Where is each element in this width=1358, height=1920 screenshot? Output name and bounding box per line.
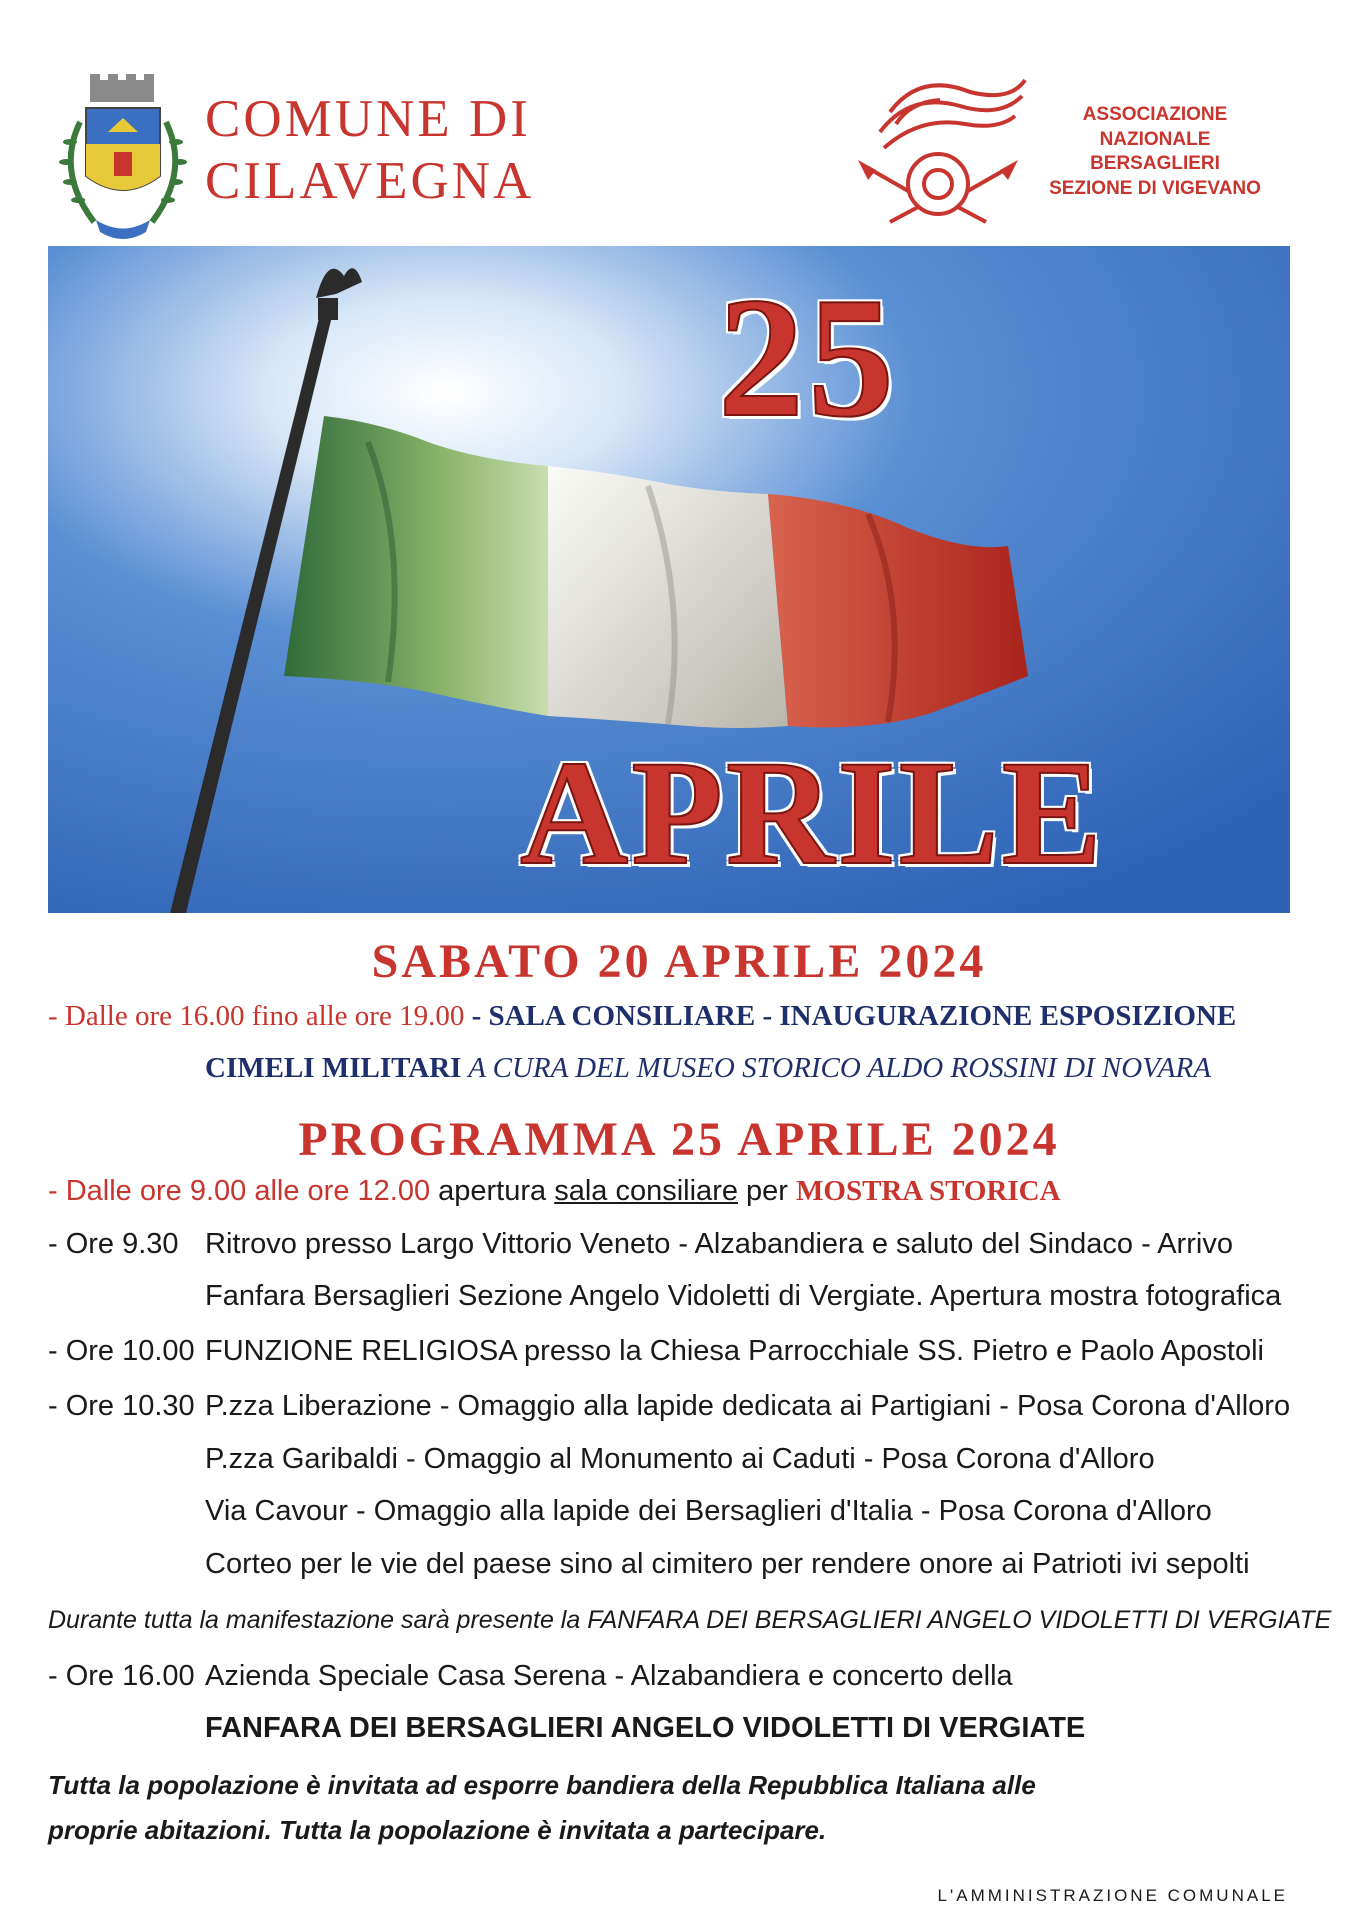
item-line: Fanfara Bersaglieri Sezione Angelo Vidoletti di Vergiate. Apertura mostra fotografica [205,1280,1282,1312]
saturday-line [48,1000,1236,1033]
saturday-heading: SABATO 20 APRILE 2024 [371,935,987,988]
saturday-hours: - Dalle ore 16.00 fino alle ore 19.00 [48,1000,465,1032]
opening-line [48,1175,1061,1208]
month-name: APRILE [520,730,1105,896]
item-line: Via Cavour - Omaggio alla lapide dei Bersaglieri d'Italia - Posa Corona d'Alloro [205,1495,1212,1527]
comune-line2: CILAVEGNA [205,152,535,210]
item-line: P.zza Liberazione - Omaggio alla lapide dedicata ai Partigiani - Posa Corona d'Alloro [205,1390,1291,1422]
footer-line2: proprie abitazioni. Tutta la popolazione è invitata a partecipare. [48,1815,827,1845]
program-heading: PROGRAMMA 25 APRILE 2024 [298,1113,1060,1166]
bersaglieri-plume-logo [850,72,1035,227]
comune-title [205,88,534,212]
item-line: FUNZIONE RELIGIOSA presso la Chiesa Parrocchiale SS. Pietro e Paolo Apostoli [205,1335,1264,1367]
signature: L'AMMINISTRAZIONE COMUNALE [937,1886,1288,1905]
assoc-line: ASSOCIAZIONE [1082,104,1228,125]
item-line: Corteo per le vie del paese sino al cimitero per rendere onore ai Patrioti ivi sepolti [205,1548,1250,1580]
associazione-text [1030,103,1280,201]
opening-hours: - Dalle ore 9.00 alle ore 12.00 [48,1175,431,1207]
fanfara-note: Durante tutta la manifestazione sarà presente la FANFARA DEI BERSAGLIERI ANGELO VIDOLETTI DI VERGIATE [48,1606,1332,1634]
item-line: FANFARA DEI BERSAGLIERI ANGELO VIDOLETTI DI VERGIATE [205,1712,1086,1744]
footer-line1: Tutta la popolazione è invitata ad esporre bandiera della Repubblica Italiana alle [48,1770,1036,1800]
saturday-cimeli: CIMELI MILITARI [205,1052,462,1084]
assoc-line: BERSAGLIERI [1090,153,1220,174]
mostra-storica: MOSTRA STORICA [796,1175,1061,1207]
item-line: Ritrovo presso Largo Vittorio Veneto - Alzabandiera e saluto del Sindaco - Arrivo [205,1228,1233,1260]
day-number: 25 [718,263,898,453]
item-time: - Ore 10.30 [48,1390,195,1422]
item-line: Azienda Speciale Casa Serena - Alzabandiera e concerto della [205,1660,1013,1692]
comune-crest-logo [48,72,198,247]
saturday-line2 [205,1052,1211,1085]
saturday-place: - SALA CONSILIARE - INAUGURAZIONE ESPOSIZIONE [464,1000,1237,1032]
saturday-museum: A CURA DEL MUSEO STORICO ALDO ROSSINI DI NOVARA [461,1052,1211,1084]
assoc-line: SEZIONE DI VIGEVANO [1049,177,1261,199]
item-time: - Ore 16.00 [48,1660,195,1692]
opening-text-b: per [737,1175,797,1207]
comune-line1: COMUNE DI [205,90,531,148]
opening-text-a: apertura [430,1175,555,1207]
opening-sala: sala consiliare [554,1175,738,1207]
item-time: - Ore 10.00 [48,1335,195,1367]
item-line: P.zza Garibaldi - Omaggio al Monumento ai Caduti - Posa Corona d'Alloro [205,1443,1155,1475]
item-time: - Ore 9.30 [48,1228,179,1260]
assoc-line: NAZIONALE [1099,128,1211,150]
